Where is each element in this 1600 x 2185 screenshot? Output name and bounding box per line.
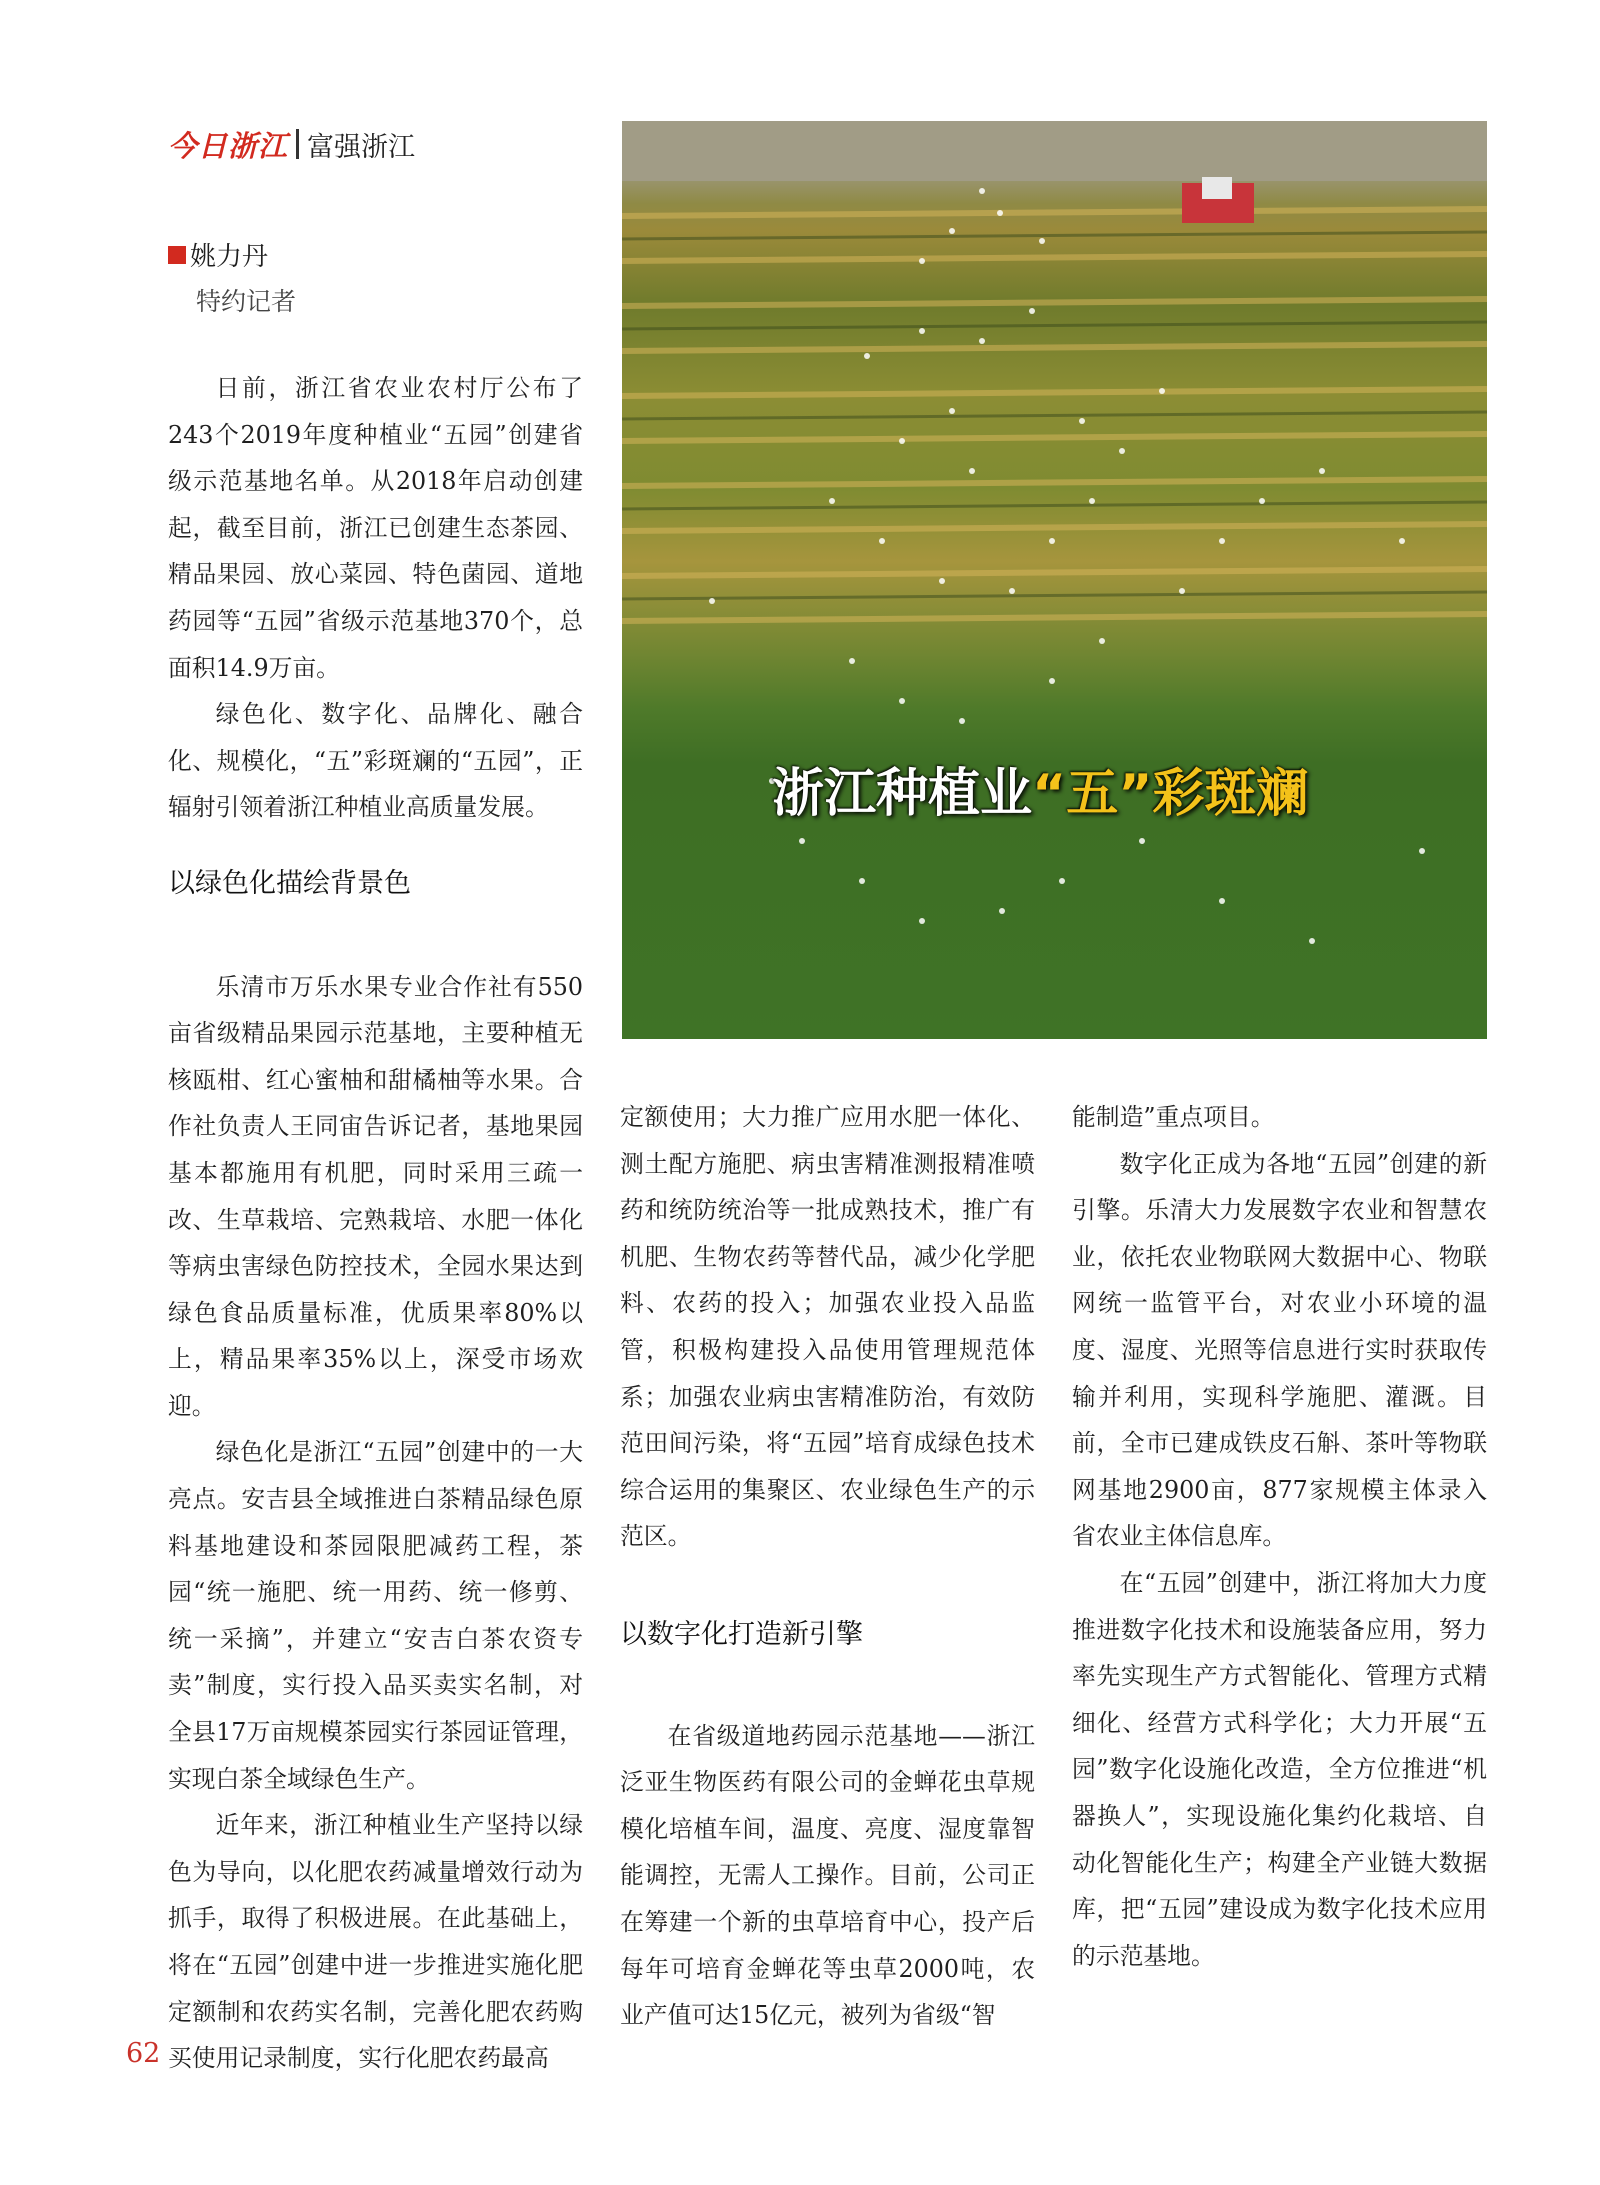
text-column-1: [168, 365, 583, 2082]
author-name: 姚力丹: [190, 242, 269, 272]
text-column-2: [620, 1094, 1035, 2039]
paragraph: 乐清市万乐水果专业合作社有550亩省级精品果园示范基地，主要种植无核瓯柑、红心蜜柚和甜橘柚等水果。合作社负责人王同宙告诉记者，基地果园基本都施用有机肥，同时采用三疏一改、生草栽培、完熟栽培、水肥一体化等病虫害绿色防控技术，全园水果达到绿色食品质量标准，优质果率80%以上，精品果率35%以上，深受市场欢迎。: [168, 972, 583, 1420]
text-column-3: [1072, 1094, 1487, 1979]
field-illustration: [622, 121, 1487, 1039]
red-square-icon: [168, 246, 186, 264]
paragraph: 绿色化是浙江“五园”创建中的一大亮点。安吉县全域推进白茶精品绿色原料基地建设和茶园限肥减药工程，茶园“统一施肥、统一用药、统一修剪、统一采摘”，并建立“安吉白茶农资专卖”制度，实行投入品买卖实名制，对全县17万亩规模茶园实行茶园证管理，实现白茶全域绿色生产。: [168, 1438, 583, 1793]
rice-field-aerial-photo: [622, 121, 1487, 1039]
paragraph: 日前，浙江省农业农村厅公布了243个2019年度种植业“五园”创建省级示范基地名单。从2018年启动创建起，截至目前，浙江已创建生态茶园、精品果园、放心菜园、特色菌园、道地药园等“五园”省级示范基地370个，总面积14.9万亩。: [168, 374, 583, 682]
photo-caption-title: [772, 751, 1372, 826]
header-divider: [296, 129, 299, 159]
paragraph: 数字化正成为各地“五园”创建的新引擎。乐清大力发展数字农业和智慧农业，依托农业物联网大数据中心、物联网统一监管平台，对农业小环境的温度、湿度、光照等信息进行实时获取传输并利用，实现科学施肥、灌溉。目前，全市已建成铁皮石斛、茶叶等物联网基地2900亩，877家规模主体录入省农业主体信息库。: [1072, 1149, 1487, 1551]
author-byline: [168, 236, 268, 273]
author-role: 特约记者: [196, 287, 297, 316]
paragraph: 在省级道地药园示范基地——浙江泛亚生物医药有限公司的金蝉花虫草规模化培植车间，温度、亮度、湿度靠智能调控，无需人工操作。目前，公司正在筹建一个新的虫草培育中心，投产后每年可培育金蝉花等虫草2000吨，农业产值可达15亿元，被列为省级“智: [620, 1721, 1035, 2030]
photo-title-highlight: “五”彩斑斓: [1032, 764, 1309, 824]
paragraph: 近年来，浙江种植业生产坚持以绿色为导向，以化肥农药减量增效行动为抓手，取得了积极进展。在此基础上，将在“五园”创建中进一步推进实施化肥定额制和农药实名制，完善化肥农药购买使用记录制度，实行化肥农药最高: [168, 1811, 583, 2073]
section-heading: 以数字化打造新引擎: [620, 1618, 863, 1650]
page-header: [168, 124, 415, 164]
section-heading: 以绿色化描绘背景色: [168, 867, 411, 899]
page-number: 62: [126, 2038, 161, 2069]
paragraph: 绿色化、数字化、品牌化、融合化、规模化，“五”彩斑斓的“五园”，正辐射引领着浙江种植业高质量发展。: [168, 700, 583, 822]
section-name: 富强浙江: [307, 131, 416, 163]
paragraph: 能制造”重点项目。: [1072, 1103, 1275, 1131]
paragraph: 在“五园”创建中，浙江将加大力度推进数字化技术和设施装备应用，努力率先实现生产方式智能化、管理方式精细化、经营方式科学化；大力开展“五园”数字化设施化改造，全方位推进“机器换人”，实现设施化集约化栽培、自动化智能化生产；构建全产业链大数据库，把“五园”建设成为数字化技术应用的示范基地。: [1072, 1568, 1487, 1970]
magazine-logo: 今日浙江: [168, 128, 289, 163]
photo-title-main: 浙江种植业: [772, 764, 1033, 824]
paragraph: 定额使用；大力推广应用水肥一体化、测土配方施肥、病虫害精准测报精准喷药和统防统治等一批成熟技术，推广有机肥、生物农药等替代品，减少化学肥料、农药的投入；加强农业投入品监管，积极构建投入品使用管理规范体系；加强农业病虫害精准防治，有效防范田间污染，将“五园”培育成绿色技术综合运用的集聚区、农业绿色生产的示范区。: [620, 1103, 1035, 1551]
